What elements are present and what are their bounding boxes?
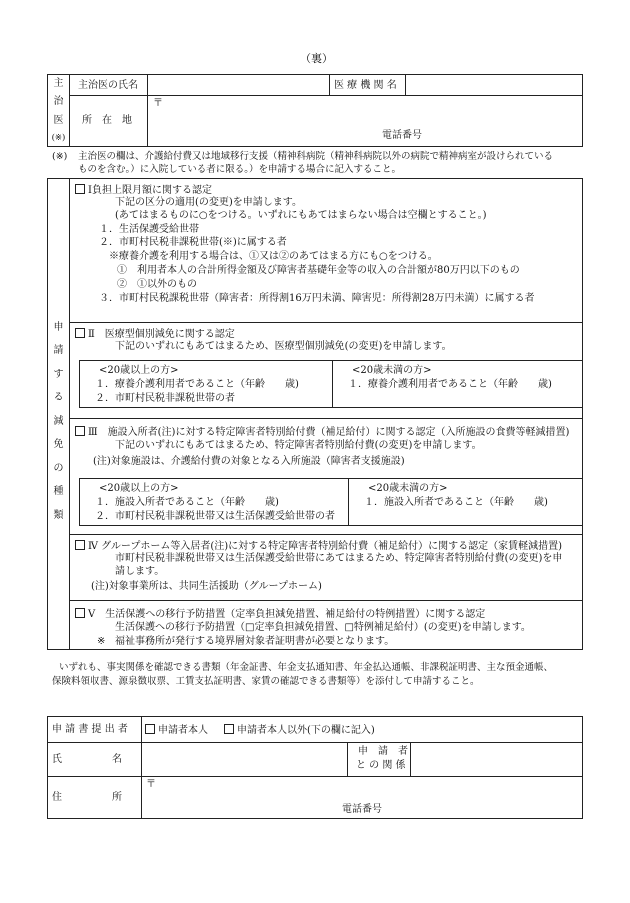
section-4-checkbox[interactable] [75, 540, 85, 550]
note-line-1: 主治医の欄は、介護給付費又は地域移行支援（精神科病院（精神科病院以外の病院で精神病室が設けられている [78, 151, 554, 162]
applicant-address-field[interactable] [144, 779, 580, 801]
section-1 [69, 178, 583, 322]
section-3-left-head: <20歳以上の方> [99, 483, 179, 494]
section-3-line-1: 下記のいずれにもあてはまるため、特定障害者特別給付費(の変更)を申請します。 [115, 440, 482, 451]
section-3-left-item-1: １．施設入所者であること（年齢 歳) [95, 497, 279, 508]
section-3-line-2: (注)対象施設は、介護給付費の対象となる入所施設（障害者支援施設) [93, 456, 405, 467]
section-2-heading: Ⅱ 医療型個別減免に関する認定 [88, 329, 235, 340]
applicant-postal-mark: 〒 [146, 779, 156, 790]
footer-line-2: 保険料領収書、源泉徴収票、工賃支払証明書、家賃の確認できる書類等）を添付して申請すること。 [52, 676, 480, 687]
applicant-name-label: 氏 名 [52, 754, 122, 765]
section-4-heading: Ⅳ グループホーム等入居者(注)に対する特定障害者特別給付費（補足給付）に関する認定（家賃軽減措置) [88, 541, 563, 552]
submitter-label: 申 請 書 提 出 者 [52, 724, 128, 735]
relation-field[interactable] [413, 745, 580, 773]
physician-phone-label: 電話番号 [382, 130, 422, 141]
section-3-checkbox[interactable] [75, 426, 85, 436]
application-side-label: 申 請 す る 減 免 の 種 類 [53, 322, 64, 521]
section-2-checkbox[interactable] [75, 328, 85, 338]
section-4-line-3: (注)対象事業所は、共同生活援助（グループホーム) [91, 581, 322, 592]
footer-line-1: いずれも、事実関係を確認できる書類（年金証書、年金支払通知書、年金払込通帳、非課税証明書、主な預金通帳、 [59, 662, 554, 673]
applicant-address-label: 住 所 [52, 792, 122, 803]
physician-address-field[interactable] [150, 97, 580, 127]
physician-name-field[interactable] [150, 77, 326, 94]
section-1-item-2-note: ※療養介護を利用する場合は、①又は②のあてはまる方にも○をつける。 [109, 251, 438, 262]
section-5-line-1: 生活保護への移行予防措置（□定率負担減免措置、□特例補足給付）(の変更)を申請します。 [115, 622, 531, 633]
section-1-item-2: ２．市町村民税非課税世帯(※)に属する者 [99, 237, 287, 248]
section-2-left-item-2: ２．市町村民税非課税世帯の者 [95, 393, 235, 404]
section-1-heading: Ⅰ負担上限月額に関する認定 [88, 185, 212, 196]
self-option-label: 申請者本人 [158, 725, 208, 736]
section-1-item-1: １．生活保護受給世帯 [99, 224, 199, 235]
section-2-right-head: <20歳未満の方> [352, 365, 432, 376]
section-5-checkbox[interactable] [75, 608, 85, 618]
section-2-left-head: <20歳以上の方> [99, 365, 179, 376]
section-3-left-item-2: ２．市町村民税非課税世帯又は生活保護受給世帯の者 [95, 511, 335, 522]
institution-label: 医 療 機 関 名 [334, 80, 397, 91]
section-1-line-2: (あてはまるものに○をつける。いずれにもあてはまらない場合は空欄とすること。) [115, 210, 487, 221]
section-2-right-item-1: １．療養介護利用者であること（年齢 歳) [348, 379, 552, 390]
section-1-line-1: 下記の区分の適用(の変更)を申請します。 [115, 197, 303, 208]
section-5-note-mark: ※ [97, 636, 106, 647]
section-2-line-1: 下記のいずれにもあてはまるため、医療型個別減免(の変更)を申請します。 [115, 341, 452, 352]
section-1-item-3: ３．市町村民税課税世帯（障害者：所得割16万円未満、障害児：所得割28万円未満）に属する者 [99, 293, 535, 304]
section-5-line-2: 福祉事務所が発行する境界層対象者証明書が必要となります。 [115, 636, 395, 647]
section-1-checkbox[interactable] [75, 184, 85, 194]
self-checkbox[interactable] [145, 724, 155, 734]
postal-mark: 〒 [153, 98, 163, 109]
section-5-heading: Ⅴ 生活保護への移行予防措置（定率負担減免措置、補足給付の特例措置）に関する認定 [88, 609, 486, 620]
section-4-line-1: 市町村民税非課税世帯又は生活保護受給世帯にあてはまるため、特定障害者特別給付費(の変更)を申 [115, 553, 563, 564]
note-mark: (※) [52, 151, 68, 162]
section-3-right-head: <20歳未満の方> [368, 483, 448, 494]
physician-address-label: 所 在 地 [82, 115, 132, 126]
section-5 [69, 600, 583, 650]
relation-label-1: 申 請 者 [358, 746, 408, 757]
note-line-2: ものを含む。）に入院している者に限る。）を申請する場合に記入すること。 [78, 164, 402, 175]
other-option-label: 申請者本人以外(下の欄に記入) [237, 725, 375, 736]
section-4 [69, 534, 583, 600]
section-2-left-item-1: １．療養介護利用者であること（年齢 歳) [95, 379, 299, 390]
section-4-line-2: 請します。 [115, 566, 165, 577]
physician-side-label: 主 治 医 (※) [51, 78, 66, 144]
other-checkbox[interactable] [224, 724, 234, 734]
section-3-heading: Ⅲ 施設入所者(注)に対する特定障害者特別給付費（補足給付）に関する認定（入所施設の食費等軽減措置) [88, 427, 570, 438]
section-1-item-2-option-2: ② ①以外のもの [117, 279, 197, 290]
section-3-right-item-1: １．施設入所者であること（年齢 歳) [364, 497, 548, 508]
page-title: （裏） [300, 52, 333, 65]
physician-name-label: 主治医の氏名 [78, 80, 138, 91]
applicant-name-field[interactable] [144, 745, 344, 773]
section-1-item-2-option-1: ① 利用者本人の合計所得金額及び障害者基礎年金等の収入の合計額が80万円以下のもの [117, 265, 520, 276]
applicant-phone-label: 電話番号 [342, 804, 382, 815]
institution-field[interactable] [408, 77, 580, 94]
relation-label-2: と の 関 係 [356, 760, 406, 771]
